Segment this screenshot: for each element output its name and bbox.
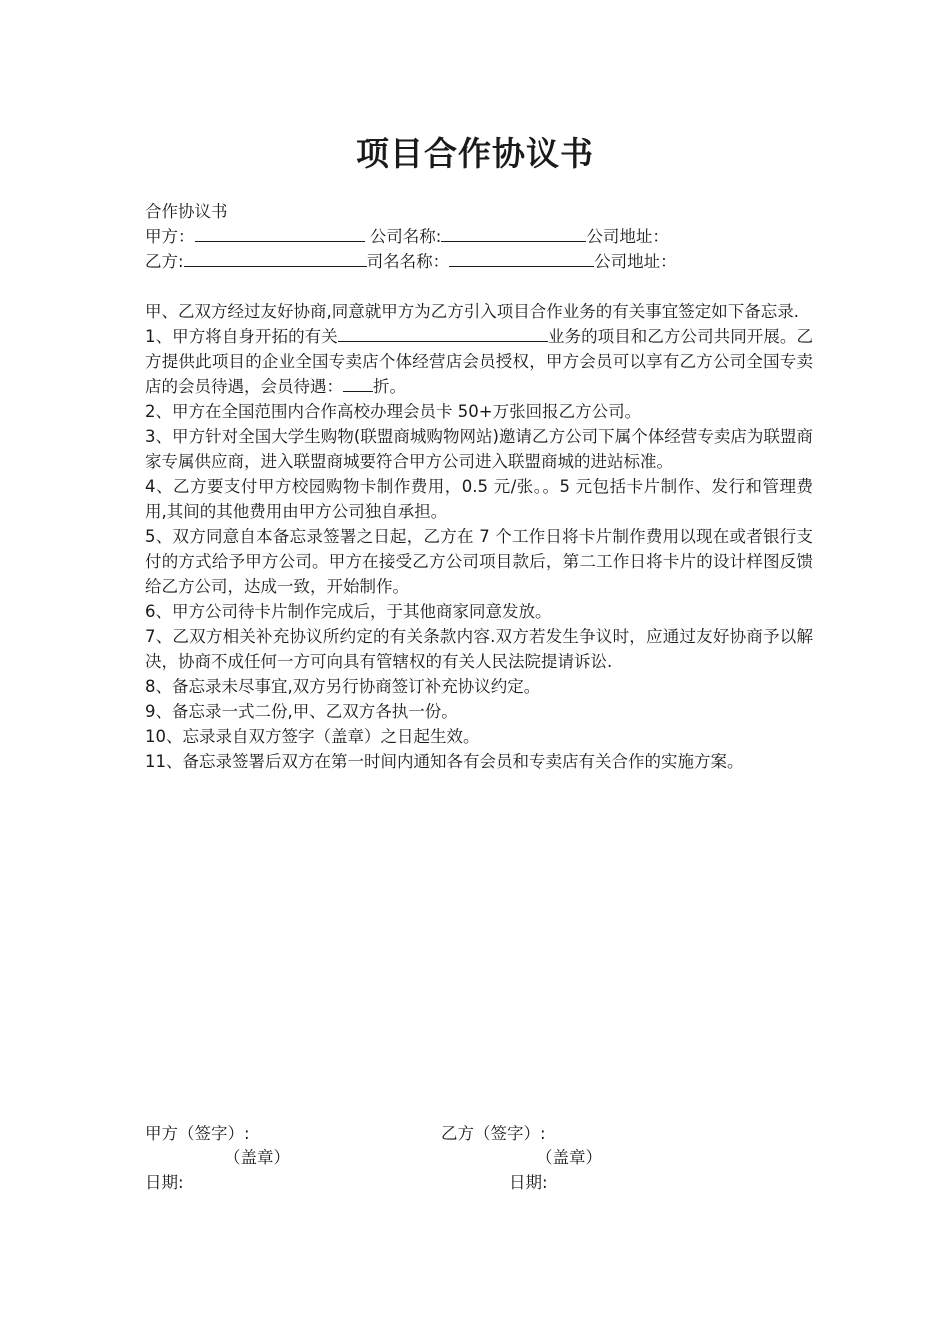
clause-11: 11、备忘录签署后双方在第一时间内通知各有会员和专卖店有关合作的实施方案。 xyxy=(145,752,744,771)
party-b-header-line xyxy=(145,249,813,274)
party-a-address-label: 公司地址： xyxy=(586,227,669,246)
clause-1 xyxy=(145,324,813,399)
spacer xyxy=(145,274,813,299)
clause-8: 8、备忘录未尽事宜,双方另行协商签订补充协议约定。 xyxy=(145,677,541,696)
party-a-company-label: 公司名称: xyxy=(364,227,442,246)
clause-6: 6、甲方公司待卡片制作完成后，于其他商家同意发放。 xyxy=(145,602,552,621)
party-b-label: 乙方: xyxy=(145,252,184,271)
clause-9: 9、备忘录一式二份,甲、乙双方各执一份。 xyxy=(145,702,458,721)
party-a-label: 甲方： xyxy=(145,227,195,246)
party-a-name-field[interactable] xyxy=(195,224,365,242)
party-b-date-label: 日期: xyxy=(509,1173,548,1192)
party-b-company-field[interactable] xyxy=(449,249,594,267)
clause-1-before: 1、甲方将自身开拓的有关 xyxy=(145,327,338,346)
business-field[interactable] xyxy=(338,324,548,342)
clause-1-end: 折。 xyxy=(373,377,406,396)
document-body xyxy=(145,199,813,774)
clause-3: 3、甲方针对全国大学生购物(联盟商城购物网站)邀请乙方公司下属个体经营专卖店为联盟商家专属供应商，进入联盟商城要符合甲方公司进入联盟商城的进站标准。 xyxy=(145,427,813,471)
clause-5: 5、双方同意自本备忘录签署之日起，乙方在 7 个工作日将卡片制作费用以现在或者银行支付的方式给予甲方公司。甲方在接受乙方公司项目款后，第二工作日将卡片的设计样图反馈给乙方公司，达成一致，开始制作。 xyxy=(145,527,813,596)
party-b-company-label: 司名名称： xyxy=(366,252,450,271)
clause-4: 4、乙方要支付甲方校园购物卡制作费用，0.5 元/张。。5 元包括卡片制作、发行和管理费用,其间的其他费用由甲方公司独自承担。 xyxy=(145,477,813,521)
party-b-signature-label: 乙方（签字）: xyxy=(441,1124,546,1143)
discount-field[interactable] xyxy=(343,374,373,392)
party-a-seal-label: （盖章） xyxy=(224,1148,290,1167)
intro-paragraph: 甲、乙双方经过友好协商,同意就甲方为乙方引入项目合作业务的有关事宜签定如下备忘录. xyxy=(145,302,799,321)
party-a-signature-label: 甲方（签字）: xyxy=(145,1124,250,1143)
party-b-seal-label: （盖章） xyxy=(536,1148,602,1167)
clause-1-after: 业务的项目和乙方公司共同开展。乙方提供此项目的企业全国专卖店个体经营店会员授权，甲方会员可以享有乙方公司全国专卖店的会员待遇，会员待遇： xyxy=(145,327,814,396)
subtitle: 合作协议书 xyxy=(145,202,228,221)
party-a-header-line xyxy=(145,224,813,249)
clause-2: 2、甲方在全国范围内合作高校办理会员卡 50+万张回报乙方公司。 xyxy=(145,402,642,421)
party-b-name-field[interactable] xyxy=(184,249,367,267)
clause-10: 10、忘录录自双方签字（盖章）之日起生效。 xyxy=(145,727,480,746)
party-a-company-field[interactable] xyxy=(441,224,586,242)
party-b-address-label: 公司地址： xyxy=(594,252,677,271)
document-title: 项目合作协议书 xyxy=(356,134,594,173)
party-a-date-label: 日期: xyxy=(145,1173,184,1192)
clause-7: 7、乙双方相关补充协议所约定的有关条款内容.双方若发生争议时，应通过友好协商予以解决，协商不成任何一方可向具有管辖权的有关人民法院提请诉讼. xyxy=(145,627,813,671)
